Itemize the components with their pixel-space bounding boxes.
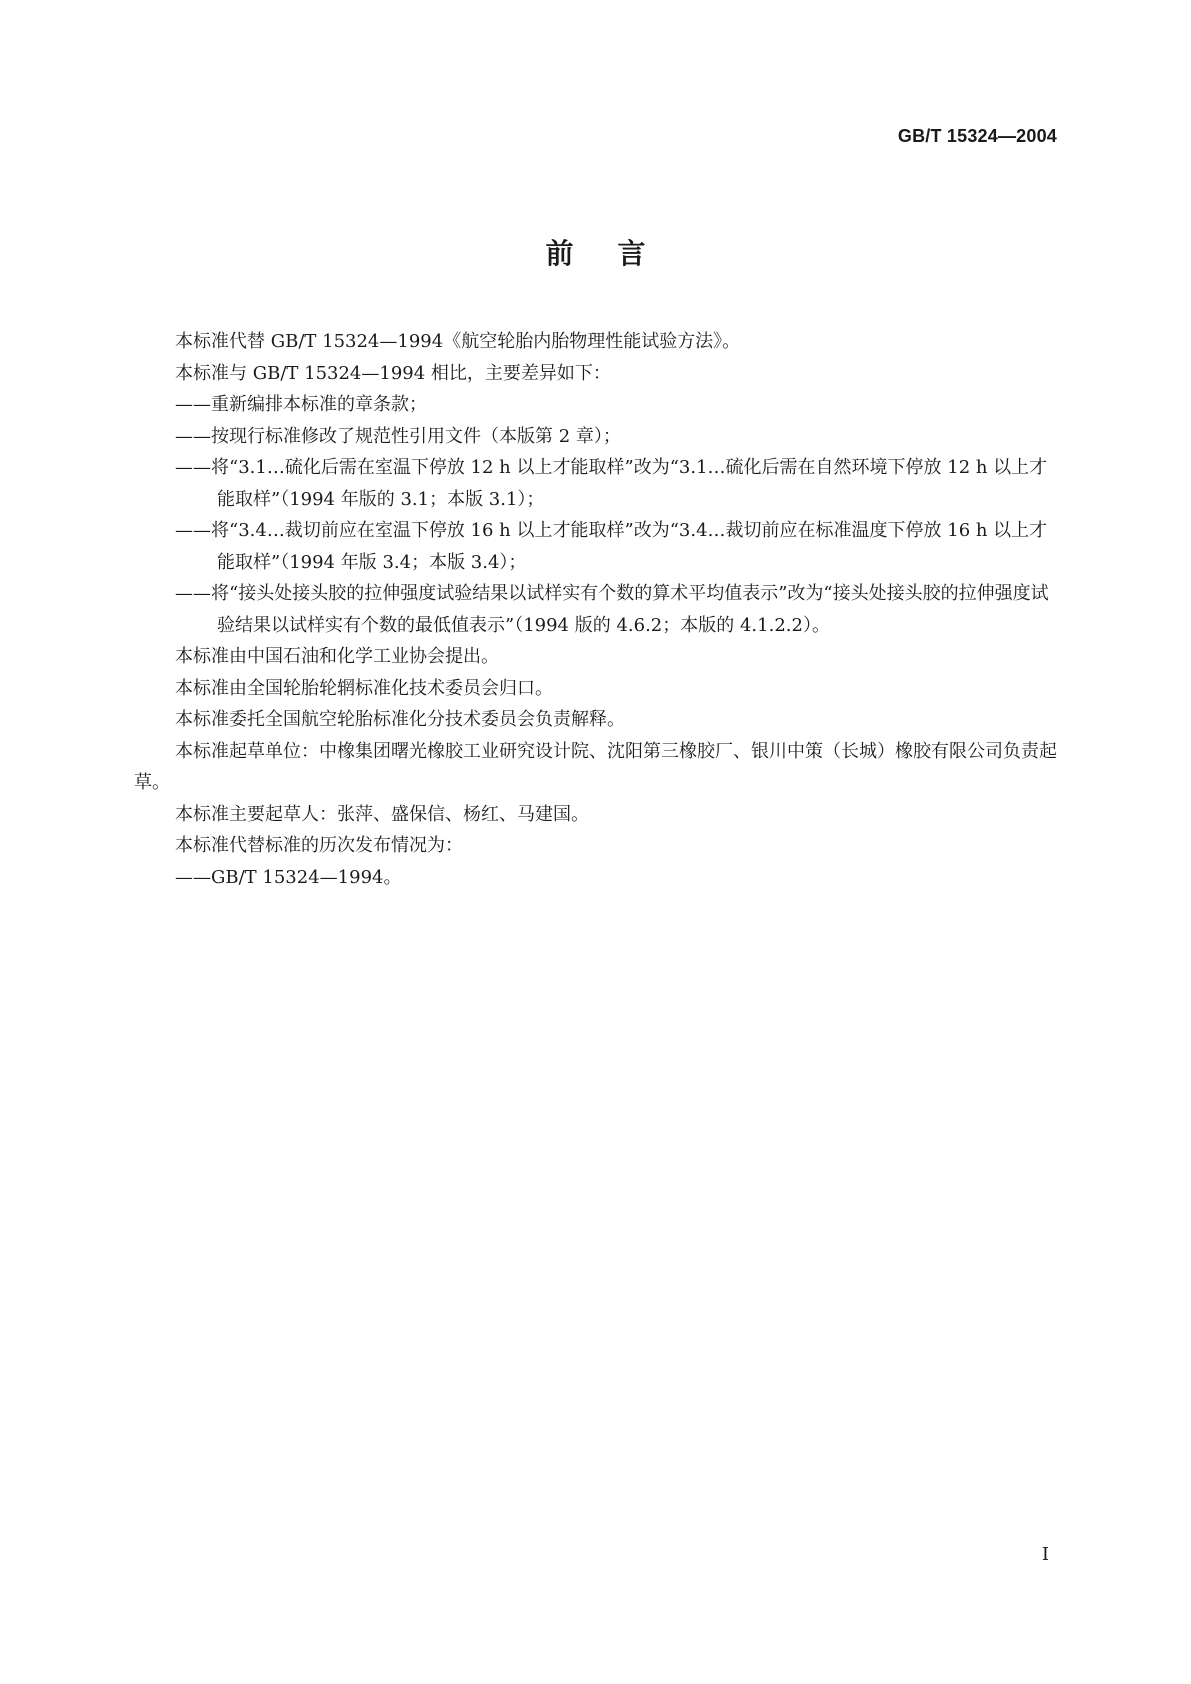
paragraph-drafters: 本标准主要起草人：张萍、盛保信、杨红、马建国。	[175, 803, 589, 825]
foreword-body	[134, 326, 1058, 893]
change-item: ——按现行标准修改了规范性引用文件（本版第 2 章）；	[175, 425, 621, 447]
paragraph-interpreted-by: 本标准委托全国航空轮胎标准化分技术委员会负责解释。	[175, 709, 625, 730]
paragraph-diff-intro: 本标准与 GB/T 15324—1994 相比，主要差异如下：	[175, 362, 611, 384]
change-item: ——将“3.4…裁切前应在室温下停放 16 h 以上才能取样”改为“3.4…裁切前应在标准温度下停放 16 h 以上才能取样”（1994 年版 3.4；本版 3.4）；	[175, 520, 1048, 573]
paragraph-history-intro: 本标准代替标准的历次发布情况为：	[175, 835, 463, 856]
history-item: ——GB/T 15324—1994。	[175, 866, 402, 888]
change-item: ——将“接头处接头胶的拉伸强度试验结果以试样实有个数的算术平均值表示”改为“接头处接头胶的拉伸强度试验结果以试样实有个数的最低值表示”（1994 版的 4.6.2；本版的 4.1.2.2）。	[175, 583, 1049, 636]
change-item: ——将“3.1…硫化后需在室温下停放 12 h 以上才能取样”改为“3.1…硫化后需在自然环境下停放 12 h 以上才能取样”（1994 年版的 3.1；本版 3.1）；	[175, 457, 1048, 510]
change-item: ——重新编排本标准的章条款；	[175, 394, 427, 415]
standard-code: GB/T 15324—2004	[897, 126, 1057, 146]
page-title: 前言	[545, 237, 690, 270]
page-number: I	[1041, 1544, 1049, 1565]
paragraph-drafting-units: 本标准起草单位：中橡集团曙光橡胶工业研究设计院、沈阳第三橡胶厂、银川中策（长城）橡胶有限公司负责起草。	[134, 740, 1057, 793]
paragraph-replaces: 本标准代替 GB/T 15324—1994《航空轮胎内胎物理性能试验方法》。	[175, 331, 741, 352]
paragraph-centralized-by: 本标准由全国轮胎轮辋标准化技术委员会归口。	[175, 677, 553, 699]
paragraph-proposed-by: 本标准由中国石油和化学工业协会提出。	[175, 646, 499, 667]
